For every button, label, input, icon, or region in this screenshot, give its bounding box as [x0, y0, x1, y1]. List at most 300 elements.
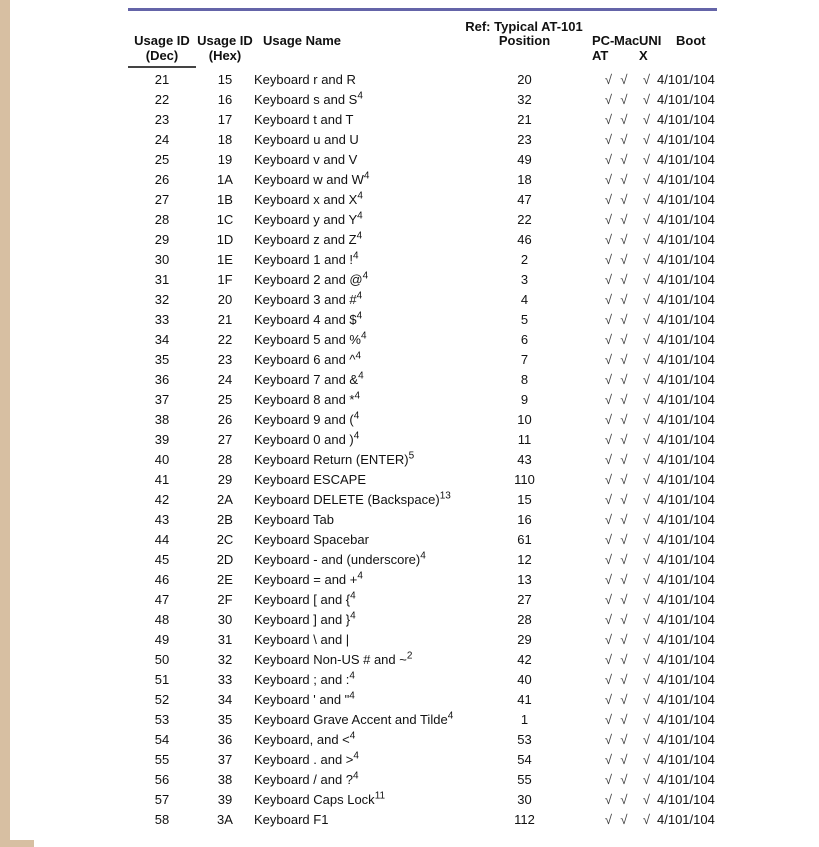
cell-check-unix: √ [642, 272, 651, 287]
column-header-pc-at-line2: AT [592, 48, 609, 63]
cell-usage-name [254, 70, 481, 90]
cell-usage-id-hex: 19 [217, 152, 233, 167]
usage-name-text: Keyboard 7 and & [254, 372, 359, 387]
table-row [128, 70, 717, 90]
usage-name-footnote-superscript: 13 [439, 490, 451, 502]
cell-usage-id-hex: 39 [217, 792, 233, 807]
cell-boot: 4/101/104 [657, 692, 715, 707]
cell-usage-id-hex: 28 [217, 452, 233, 467]
usage-name-text: Keyboard ; and : [254, 672, 350, 687]
cell-check-mac: √ [620, 412, 628, 427]
cell-at101-position: 9 [520, 392, 529, 407]
cell-check-pc-at: √ [604, 772, 612, 787]
cell-usage-id-hex: 1D [216, 232, 234, 247]
cell-at101-position: 32 [517, 92, 532, 107]
cell-at101-position: 21 [517, 112, 532, 127]
usage-name-text: Keyboard 0 and ) [254, 432, 354, 447]
cell-at101-position: 53 [517, 732, 532, 747]
cell-check-unix: √ [642, 492, 651, 507]
table-row [128, 770, 717, 790]
cell-at101-position: 46 [517, 232, 532, 247]
column-header-usage-name: Usage Name [263, 33, 342, 48]
cell-usage-id-dec: 33 [154, 312, 170, 327]
cell-usage-id-hex: 24 [217, 372, 233, 387]
table-row [128, 470, 717, 490]
cell-check-unix: √ [642, 152, 651, 167]
cell-boot: 4/101/104 [657, 572, 715, 587]
cell-usage-id-dec: 50 [154, 652, 170, 667]
cell-check-pc-at: √ [604, 232, 612, 247]
usage-name-text: Keyboard t and T [254, 112, 354, 127]
usage-name-text: Keyboard Spacebar [254, 532, 369, 547]
cell-check-mac: √ [620, 672, 628, 687]
usage-name-footnote-superscript: 4 [362, 270, 369, 282]
cell-check-pc-at: √ [604, 132, 612, 147]
cell-check-mac: √ [620, 592, 628, 607]
cell-boot: 4/101/104 [657, 132, 715, 147]
cell-check-unix: √ [642, 312, 651, 327]
usage-name-footnote-superscript: 4 [357, 90, 363, 102]
cell-at101-position: 2 [520, 252, 529, 267]
cell-check-unix: √ [642, 452, 651, 467]
cell-usage-id-dec: 46 [154, 572, 170, 587]
table-row [128, 650, 717, 670]
cell-boot: 4/101/104 [657, 612, 715, 627]
cell-check-mac: √ [620, 392, 628, 407]
cell-at101-position: 41 [517, 692, 532, 707]
cell-usage-name [254, 370, 481, 390]
column-header-boot: Boot [676, 33, 706, 48]
cell-usage-name [254, 110, 481, 130]
usage-name-text: Keyboard ESCAPE [254, 472, 367, 487]
usage-name-text: Keyboard Non-US # and ~ [254, 652, 407, 667]
cell-usage-name [254, 810, 481, 830]
cell-boot: 4/101/104 [657, 412, 715, 427]
table-row [128, 790, 717, 810]
column-header-mac: Mac [614, 33, 640, 48]
cell-check-unix: √ [642, 792, 651, 807]
usage-name-footnote-superscript: 4 [353, 410, 360, 422]
table-row [128, 150, 717, 170]
cell-usage-name [254, 750, 481, 770]
cell-check-pc-at: √ [604, 412, 612, 427]
cell-at101-position: 6 [520, 332, 529, 347]
cell-usage-name [254, 610, 481, 630]
cell-check-mac: √ [620, 612, 628, 627]
cell-check-unix: √ [642, 732, 651, 747]
cell-usage-id-dec: 40 [154, 452, 170, 467]
cell-check-mac: √ [620, 292, 628, 307]
cell-at101-position: 3 [520, 272, 529, 287]
cell-check-pc-at: √ [604, 292, 612, 307]
cell-usage-id-dec: 36 [154, 372, 170, 387]
column-header-ref-typical-at101: Ref: Typical AT-101 [465, 19, 583, 34]
cell-at101-position: 11 [517, 432, 532, 447]
cell-check-unix: √ [642, 552, 651, 567]
cell-at101-position: 15 [517, 492, 532, 507]
cell-check-pc-at: √ [604, 792, 612, 807]
usage-name-text: Keyboard z and Z [254, 232, 357, 247]
cell-at101-position: 30 [517, 792, 532, 807]
cell-usage-id-dec: 45 [154, 552, 170, 567]
scan-edge-bottom [0, 840, 34, 847]
table-row [128, 690, 717, 710]
usage-name-text: Keyboard \ and | [254, 632, 350, 647]
cell-usage-id-dec: 47 [154, 592, 170, 607]
usage-name-footnote-superscript: 4 [363, 170, 370, 182]
table-row [128, 670, 717, 690]
cell-boot: 4/101/104 [657, 592, 715, 607]
cell-check-unix: √ [642, 812, 651, 827]
cell-usage-id-dec: 51 [154, 672, 170, 687]
cell-usage-id-dec: 37 [154, 392, 170, 407]
table-row [128, 750, 717, 770]
usage-name-footnote-superscript: 4 [353, 430, 360, 442]
usage-name-text: Keyboard Caps Lock [254, 792, 375, 807]
cell-usage-id-dec: 23 [154, 112, 170, 127]
cell-at101-position: 10 [517, 412, 532, 427]
cell-usage-id-hex: 25 [217, 392, 233, 407]
cell-boot: 4/101/104 [657, 472, 715, 487]
cell-at101-position: 23 [517, 132, 532, 147]
cell-check-mac: √ [620, 112, 628, 127]
cell-boot: 4/101/104 [657, 772, 715, 787]
cell-check-unix: √ [642, 752, 651, 767]
table-row [128, 510, 717, 530]
cell-check-pc-at: √ [604, 732, 612, 747]
cell-check-mac: √ [620, 372, 628, 387]
cell-check-unix: √ [642, 392, 651, 407]
cell-usage-id-dec: 28 [154, 212, 170, 227]
usage-name-text: Keyboard, and < [254, 732, 350, 747]
cell-boot: 4/101/104 [657, 672, 715, 687]
cell-check-pc-at: √ [604, 472, 612, 487]
cell-check-mac: √ [620, 192, 628, 207]
cell-usage-name [254, 210, 481, 230]
cell-usage-id-dec: 41 [154, 472, 170, 487]
cell-check-pc-at: √ [604, 692, 612, 707]
cell-boot: 4/101/104 [657, 732, 715, 747]
usage-name-text: Keyboard 4 and $ [254, 312, 357, 327]
cell-check-pc-at: √ [604, 312, 612, 327]
cell-boot: 4/101/104 [657, 532, 715, 547]
cell-check-pc-at: √ [604, 272, 612, 287]
cell-check-unix: √ [642, 532, 651, 547]
usage-name-text: Keyboard Return (ENTER) [254, 452, 409, 467]
cell-usage-name [254, 90, 481, 110]
cell-check-mac: √ [620, 72, 628, 87]
cell-at101-position: 43 [517, 452, 532, 467]
table-row [128, 570, 717, 590]
usage-name-footnote-superscript: 4 [356, 230, 363, 242]
cell-check-mac: √ [620, 152, 628, 167]
cell-at101-position: 4 [520, 292, 529, 307]
usage-name-footnote-superscript: 4 [360, 330, 367, 342]
usage-name-text: Keyboard y and Y [254, 212, 358, 227]
header-top-rule [128, 8, 717, 11]
usage-name-text: Keyboard [ and { [254, 592, 351, 607]
column-header-unix [639, 33, 661, 63]
cell-at101-position: 20 [517, 72, 532, 87]
column-header-usage-id-dec-line1: Usage ID [134, 33, 190, 48]
usage-name-text: Keyboard Tab [254, 512, 334, 527]
cell-usage-id-dec: 42 [154, 492, 170, 507]
usage-name-text: Keyboard DELETE (Backspace) [254, 492, 440, 507]
cell-usage-id-hex: 20 [217, 292, 233, 307]
cell-usage-id-hex: 15 [217, 72, 233, 87]
table-row [128, 610, 717, 630]
usage-name-footnote-superscript: 4 [354, 390, 361, 402]
cell-check-pc-at: √ [604, 172, 612, 187]
cell-check-unix: √ [642, 712, 651, 727]
cell-usage-id-hex: 32 [217, 652, 233, 667]
cell-check-mac: √ [620, 712, 628, 727]
cell-usage-id-dec: 38 [154, 412, 170, 427]
cell-check-unix: √ [642, 192, 651, 207]
cell-check-unix: √ [642, 252, 651, 267]
cell-usage-id-dec: 57 [154, 792, 170, 807]
cell-usage-name [254, 670, 481, 690]
cell-boot: 4/101/104 [657, 192, 715, 207]
cell-usage-id-hex: 23 [217, 352, 233, 367]
cell-at101-position: 29 [517, 632, 532, 647]
cell-at101-position: 22 [517, 212, 532, 227]
cell-check-pc-at: √ [604, 592, 612, 607]
table-row [128, 110, 717, 130]
cell-check-mac: √ [620, 792, 628, 807]
cell-usage-name [254, 450, 481, 470]
cell-usage-id-dec: 32 [154, 292, 170, 307]
table-row [128, 590, 717, 610]
table-row [128, 190, 717, 210]
cell-check-pc-at: √ [604, 72, 612, 87]
cell-at101-position: 40 [517, 672, 532, 687]
cell-at101-position: 7 [520, 352, 529, 367]
cell-check-mac: √ [620, 532, 628, 547]
cell-boot: 4/101/104 [657, 212, 715, 227]
table-row [128, 710, 717, 730]
scan-edge-left [0, 0, 10, 847]
usage-name-footnote-superscript: 4 [357, 190, 363, 202]
cell-check-pc-at: √ [604, 712, 612, 727]
cell-boot: 4/101/104 [657, 792, 715, 807]
cell-usage-name [254, 270, 481, 290]
cell-check-pc-at: √ [604, 252, 612, 267]
cell-check-unix: √ [642, 652, 651, 667]
table-row [128, 350, 717, 370]
cell-boot: 4/101/104 [657, 492, 715, 507]
cell-check-mac: √ [620, 812, 628, 827]
table-row [128, 390, 717, 410]
column-header-usage-id-dec [128, 33, 196, 63]
cell-usage-id-hex: 31 [217, 632, 233, 647]
cell-check-pc-at: √ [604, 92, 612, 107]
cell-boot: 4/101/104 [657, 392, 715, 407]
cell-usage-id-hex: 2E [217, 572, 233, 587]
cell-check-pc-at: √ [604, 812, 612, 827]
cell-usage-id-hex: 38 [217, 772, 233, 787]
cell-usage-id-dec: 26 [154, 172, 170, 187]
cell-boot: 4/101/104 [657, 72, 715, 87]
cell-check-unix: √ [642, 292, 651, 307]
cell-check-mac: √ [620, 632, 628, 647]
cell-usage-id-hex: 30 [217, 612, 233, 627]
cell-check-unix: √ [642, 332, 651, 347]
usage-id-dec-header-underline [128, 66, 196, 68]
cell-check-unix: √ [642, 672, 651, 687]
cell-usage-name [254, 350, 481, 370]
cell-at101-position: 47 [517, 192, 532, 207]
table-row [128, 250, 717, 270]
column-header-usage-id-hex-line2: (Hex) [208, 48, 242, 63]
cell-check-mac: √ [620, 652, 628, 667]
cell-boot: 4/101/104 [657, 252, 715, 267]
usage-name-footnote-superscript: 4 [420, 550, 426, 562]
cell-check-pc-at: √ [604, 612, 612, 627]
cell-usage-id-hex: 1C [216, 212, 234, 227]
usage-name-text: Keyboard 9 and ( [254, 412, 354, 427]
cell-check-mac: √ [620, 772, 628, 787]
table-row [128, 230, 717, 250]
cell-usage-name [254, 630, 481, 650]
cell-boot: 4/101/104 [657, 292, 715, 307]
usage-name-footnote-superscript: 2 [406, 650, 413, 662]
usage-name-text: Keyboard v and V [254, 152, 358, 167]
column-header-unix-line2: X [639, 48, 648, 63]
cell-check-unix: √ [642, 432, 651, 447]
cell-at101-position: 27 [517, 592, 532, 607]
cell-usage-id-dec: 34 [154, 332, 170, 347]
cell-usage-id-hex: 35 [217, 712, 233, 727]
cell-check-unix: √ [642, 232, 651, 247]
cell-at101-position: 42 [517, 652, 532, 667]
usage-name-footnote-superscript: 4 [349, 730, 356, 742]
usage-name-footnote-superscript: 4 [355, 350, 362, 362]
cell-at101-position: 112 [514, 812, 535, 827]
table-row [128, 290, 717, 310]
cell-usage-id-dec: 53 [154, 712, 170, 727]
cell-usage-name [254, 510, 481, 530]
usage-name-footnote-superscript: 4 [353, 750, 359, 762]
cell-usage-name [254, 710, 481, 730]
usage-name-text: Keyboard r and R [254, 72, 356, 87]
cell-usage-id-dec: 56 [154, 772, 170, 787]
cell-usage-name [254, 590, 481, 610]
usage-name-text: Keyboard x and X [254, 192, 358, 207]
usage-name-footnote-superscript: 4 [349, 670, 355, 682]
cell-at101-position: 61 [517, 532, 532, 547]
cell-check-pc-at: √ [604, 532, 612, 547]
column-header-usage-id-hex [196, 33, 254, 63]
cell-check-pc-at: √ [604, 392, 612, 407]
cell-check-pc-at: √ [604, 332, 612, 347]
usage-name-text: Keyboard 2 and @ [254, 272, 363, 287]
column-header-pc-at [592, 33, 614, 63]
cell-usage-id-hex: 1E [217, 252, 233, 267]
cell-check-mac: √ [620, 452, 628, 467]
cell-usage-name [254, 230, 481, 250]
cell-boot: 4/101/104 [657, 712, 715, 727]
cell-check-pc-at: √ [604, 752, 612, 767]
column-header-usage-id-hex-line1: Usage ID [197, 33, 253, 48]
cell-usage-id-dec: 39 [154, 432, 170, 447]
table-row [128, 810, 717, 830]
cell-usage-name [254, 730, 481, 750]
cell-check-unix: √ [642, 692, 651, 707]
cell-usage-id-hex: 16 [217, 92, 233, 107]
cell-usage-id-hex: 22 [217, 332, 233, 347]
cell-usage-id-dec: 24 [154, 132, 170, 147]
cell-usage-name [254, 250, 481, 270]
cell-check-mac: √ [620, 272, 628, 287]
cell-usage-id-hex: 3A [217, 812, 233, 827]
cell-check-mac: √ [620, 432, 628, 447]
cell-boot: 4/101/104 [657, 432, 715, 447]
cell-usage-id-dec: 35 [154, 352, 170, 367]
cell-usage-name [254, 390, 481, 410]
cell-usage-name [254, 290, 481, 310]
cell-check-mac: √ [620, 572, 628, 587]
cell-usage-id-hex: 37 [217, 752, 233, 767]
cell-at101-position: 55 [517, 772, 532, 787]
cell-check-unix: √ [642, 372, 651, 387]
cell-boot: 4/101/104 [657, 152, 715, 167]
cell-usage-id-dec: 55 [154, 752, 170, 767]
cell-check-unix: √ [642, 112, 651, 127]
usage-name-text: Keyboard 5 and % [254, 332, 361, 347]
cell-boot: 4/101/104 [657, 752, 715, 767]
table-row [128, 270, 717, 290]
cell-usage-id-dec: 48 [154, 612, 170, 627]
cell-boot: 4/101/104 [657, 632, 715, 647]
cell-usage-id-hex: 2F [217, 592, 233, 607]
cell-check-mac: √ [620, 512, 628, 527]
cell-check-pc-at: √ [604, 212, 612, 227]
cell-at101-position: 18 [517, 172, 532, 187]
cell-check-unix: √ [642, 132, 651, 147]
cell-at101-position: 16 [517, 512, 532, 527]
cell-usage-name [254, 150, 481, 170]
cell-usage-id-dec: 29 [154, 232, 170, 247]
cell-check-mac: √ [620, 472, 628, 487]
cell-check-unix: √ [642, 72, 651, 87]
cell-at101-position: 54 [517, 752, 532, 767]
cell-check-pc-at: √ [604, 432, 612, 447]
cell-usage-id-hex: 34 [217, 692, 233, 707]
cell-check-mac: √ [620, 212, 628, 227]
cell-at101-position: 28 [517, 612, 532, 627]
table-row [128, 630, 717, 650]
cell-usage-name [254, 490, 481, 510]
cell-check-pc-at: √ [604, 572, 612, 587]
cell-usage-name [254, 690, 481, 710]
cell-usage-name [254, 330, 481, 350]
cell-usage-name [254, 530, 481, 550]
cell-usage-id-hex: 17 [217, 112, 233, 127]
cell-usage-id-dec: 30 [154, 252, 170, 267]
usage-name-footnote-superscript: 4 [447, 710, 454, 722]
usage-name-text: Keyboard s and S [254, 92, 358, 107]
cell-check-unix: √ [642, 472, 651, 487]
table-row [128, 310, 717, 330]
cell-usage-id-hex: 2B [217, 512, 233, 527]
usage-name-text: Keyboard Grave Accent and Tilde [254, 712, 448, 727]
cell-usage-id-dec: 43 [154, 512, 170, 527]
cell-boot: 4/101/104 [657, 512, 715, 527]
cell-usage-id-dec: 44 [154, 532, 170, 547]
usage-name-footnote-superscript: 11 [374, 790, 386, 802]
cell-usage-id-dec: 27 [154, 192, 170, 207]
